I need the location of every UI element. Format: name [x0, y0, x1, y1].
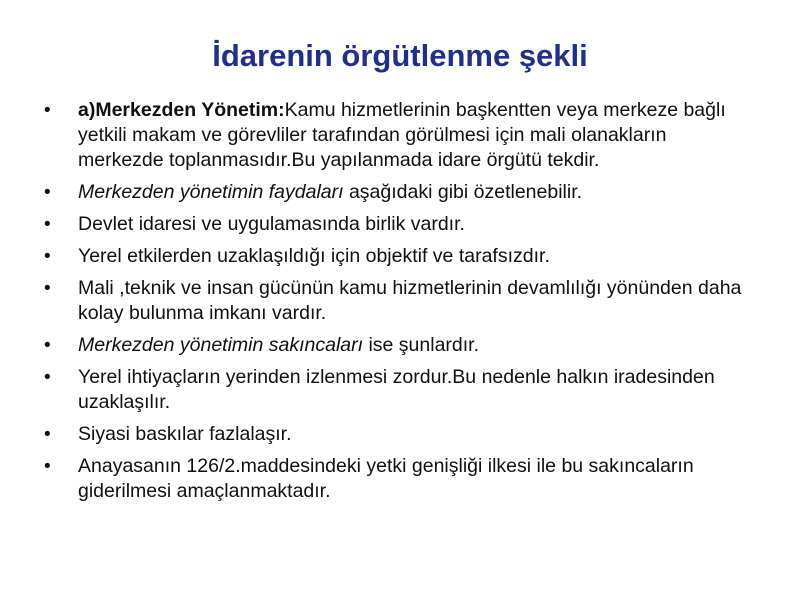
- bullet-list: [44, 98, 744, 511]
- bullet-icon: •: [44, 424, 51, 445]
- bullet-item-local-needs: [44, 365, 744, 415]
- bullet-text: Mali ,teknik ve insan gücünün kamu hizmetlerinin devamlılığı yönünden daha kolay bulunma imkanı vardır.: [78, 277, 742, 324]
- bullet-text: Devlet idaresi ve uygulamasında birlik vardır.: [78, 213, 465, 235]
- bullet-lead: a)Merkezden Yönetim:: [78, 99, 285, 121]
- bullet-icon: •: [44, 278, 51, 299]
- bullet-icon: •: [44, 182, 51, 203]
- bullet-text: Yerel ihtiyaçların yerinden izlenmesi zordur.Bu nedenle halkın iradesinden uzaklaşılır.: [78, 366, 715, 413]
- bullet-item-central-management: [44, 98, 744, 173]
- bullet-text: Anayasanın 126/2.maddesindeki yetki genişliği ilkesi ile bu sakıncaların giderilmesi amaçlanmaktadır.: [78, 455, 694, 502]
- bullet-item-benefits: [44, 180, 744, 205]
- bullet-item-unity: [44, 212, 744, 237]
- bullet-item-objectivity: [44, 244, 744, 269]
- bullet-text: aşağıdaki gibi özetlenebilir.: [343, 181, 583, 203]
- bullet-icon: •: [44, 367, 51, 388]
- bullet-text: Kamu hizmetlerinin başkentten veya merkeze bağlı yetkili makam ve görevliler tarafından görülmesi için mali olanakların merkezde toplanmasıdır.Bu yapılanmada idare örgütü tekdir.: [78, 99, 726, 171]
- bullet-lead: Merkezden yönetimin sakıncaları: [78, 334, 364, 356]
- bullet-icon: •: [44, 335, 51, 356]
- bullet-icon: •: [44, 214, 51, 235]
- bullet-icon: •: [44, 100, 51, 121]
- bullet-text: Siyasi baskılar fazlalaşır.: [78, 423, 292, 445]
- bullet-item-constitution: [44, 454, 744, 504]
- bullet-lead: Merkezden yönetimin faydaları: [78, 181, 344, 203]
- slide-title: İdarenin örgütlenme şekli: [212, 38, 588, 73]
- bullet-icon: •: [44, 246, 51, 267]
- bullet-icon: •: [44, 456, 51, 477]
- bullet-item-drawbacks: [44, 333, 744, 358]
- bullet-text: ise şunlardır.: [363, 334, 480, 356]
- bullet-text: Yerel etkilerden uzaklaşıldığı için objektif ve tarafsızdır.: [78, 245, 550, 267]
- bullet-item-resources: [44, 276, 744, 326]
- bullet-item-political-pressure: [44, 422, 744, 447]
